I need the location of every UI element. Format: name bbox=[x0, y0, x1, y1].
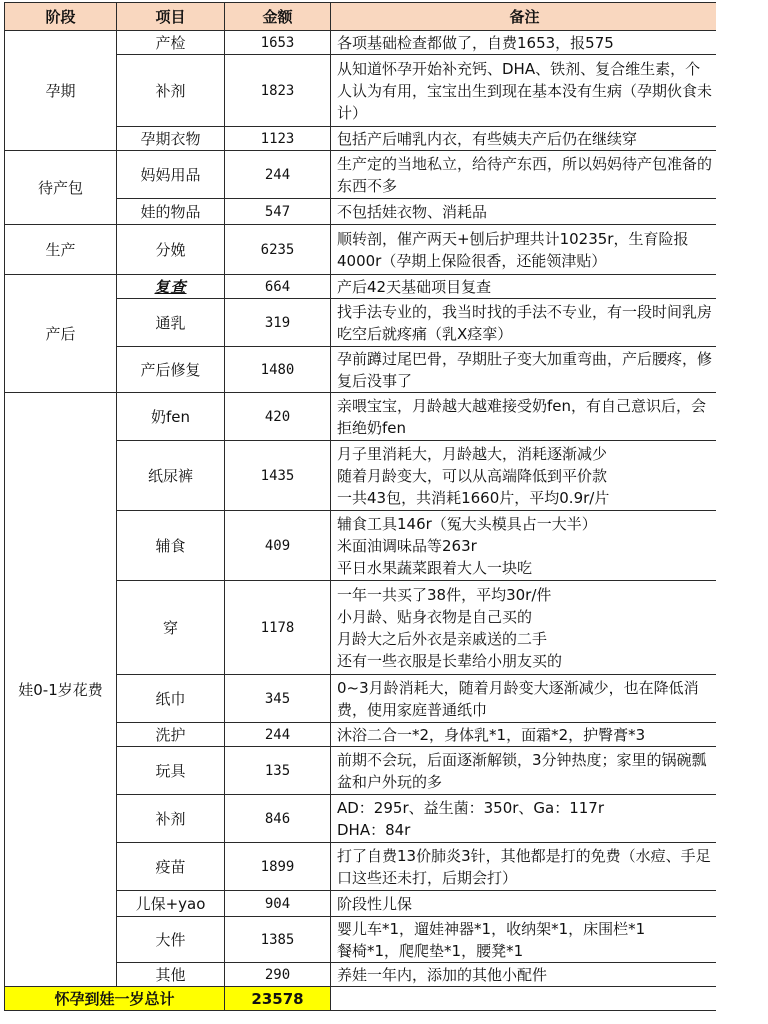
amount-cell[interactable]: 1653 bbox=[225, 31, 331, 55]
note-line: 不包括娃衣物、消耗品 bbox=[337, 202, 488, 221]
amount-cell[interactable]: 1178 bbox=[225, 581, 331, 675]
note-line: 米面油调味品等263r bbox=[337, 536, 477, 555]
note-line: 婴儿车*1，遛娃神器*1，收纳架*1，床围栏*1 bbox=[337, 919, 646, 938]
note-line: 各项基础检查都做了，自费1653，报575 bbox=[337, 33, 614, 52]
stage-cell-pre-delivery[interactable]: 待产包 bbox=[5, 151, 117, 225]
amount-cell[interactable]: 1823 bbox=[225, 55, 331, 127]
stage-cell-pregnancy[interactable]: 孕期 bbox=[5, 31, 117, 151]
item-cell[interactable]: 奶fen bbox=[117, 393, 225, 441]
table-row bbox=[5, 151, 719, 199]
item-cell[interactable]: 玩具 bbox=[117, 747, 225, 795]
amount-cell[interactable]: 1385 bbox=[225, 917, 331, 963]
amount-cell[interactable]: 904 bbox=[225, 891, 331, 917]
note-line: DHA：84r bbox=[337, 820, 411, 839]
note-line: 阶段性儿保 bbox=[337, 894, 413, 913]
table-row bbox=[5, 275, 719, 299]
note-cell[interactable] bbox=[331, 891, 719, 917]
note-cell[interactable] bbox=[331, 747, 719, 795]
item-cell[interactable]: 儿保+yao bbox=[117, 891, 225, 917]
item-cell[interactable]: 补剂 bbox=[117, 55, 225, 127]
note-cell[interactable] bbox=[331, 127, 719, 151]
note-line: 餐椅*1，爬爬垫*1，腰凳*1 bbox=[337, 941, 524, 960]
note-line: 从知道怀孕开始补充钙、DHA、铁剂、复合维生素，个人认为有用，宝宝出生到现在基本没有生病（孕期伙食未计） bbox=[337, 59, 713, 122]
note-cell[interactable] bbox=[331, 55, 719, 127]
note-line: AD：295r、益生菌：350r、Ga：117r bbox=[337, 798, 605, 817]
note-line: 养娃一年内，添加的其他小配件 bbox=[337, 965, 548, 984]
item-cell[interactable]: 大件 bbox=[117, 917, 225, 963]
amount-cell[interactable]: 846 bbox=[225, 795, 331, 843]
note-cell[interactable] bbox=[331, 917, 719, 963]
header-row bbox=[5, 3, 719, 31]
item-cell[interactable]: 穿 bbox=[117, 581, 225, 675]
note-line: 一共43包，共消耗1660片，平均0.9r/片 bbox=[337, 488, 610, 507]
amount-cell[interactable]: 1480 bbox=[225, 347, 331, 393]
header-stage[interactable]: 阶段 bbox=[5, 3, 117, 31]
note-line: 平日水果蔬菜跟着大人一块吃 bbox=[337, 558, 533, 577]
amount-cell[interactable]: 1899 bbox=[225, 843, 331, 891]
item-cell[interactable]: 纸巾 bbox=[117, 675, 225, 723]
note-cell[interactable] bbox=[331, 393, 719, 441]
amount-cell[interactable]: 6235 bbox=[225, 225, 331, 275]
note-line: 前期不会玩，后面逐渐解锁，3分钟热度；家里的锅碗瓢盆和户外玩的多 bbox=[337, 750, 707, 791]
note-line: 月龄大之后外衣是亲戚送的二手 bbox=[337, 629, 548, 648]
item-cell[interactable]: 其他 bbox=[117, 963, 225, 987]
amount-cell[interactable]: 244 bbox=[225, 723, 331, 747]
item-cell[interactable]: 纸尿裤 bbox=[117, 441, 225, 511]
note-cell[interactable] bbox=[331, 31, 719, 55]
amount-cell[interactable]: 1123 bbox=[225, 127, 331, 151]
item-cell[interactable] bbox=[117, 275, 225, 299]
note-cell[interactable] bbox=[331, 275, 719, 299]
item-cell[interactable]: 分娩 bbox=[117, 225, 225, 275]
note-cell[interactable] bbox=[331, 795, 719, 843]
note-line: 打了自费13价肺炎3针，其他都是打的免费（水痘、手足口这些还未打，后期会打） bbox=[337, 846, 711, 887]
item-cell[interactable]: 产检 bbox=[117, 31, 225, 55]
note-line: 辅食工具146r（冤大头模具占一大半） bbox=[337, 514, 597, 533]
amount-cell[interactable]: 1435 bbox=[225, 441, 331, 511]
note-line: 包括产后哺乳内衣，有些姨夫产后仍在继续穿 bbox=[337, 129, 638, 148]
total-blank-cell[interactable] bbox=[331, 987, 719, 1011]
amount-cell[interactable]: 409 bbox=[225, 511, 331, 581]
table-row bbox=[5, 393, 719, 441]
amount-cell[interactable]: 345 bbox=[225, 675, 331, 723]
note-line: 小月龄、贴身衣物是自己买的 bbox=[337, 607, 533, 626]
stage-cell-delivery[interactable]: 生产 bbox=[5, 225, 117, 275]
item-label-stylized: 复查 bbox=[154, 277, 187, 296]
header-note[interactable]: 备注 bbox=[331, 3, 719, 31]
expense-table bbox=[4, 2, 719, 1011]
amount-cell[interactable]: 135 bbox=[225, 747, 331, 795]
note-line: 0~3月龄消耗大，随着月龄变大逐渐减少，也在降低消费，使用家庭普通纸巾 bbox=[337, 678, 699, 719]
note-cell[interactable] bbox=[331, 441, 719, 511]
note-line: 产后42天基础项目复查 bbox=[337, 277, 492, 296]
table-row bbox=[5, 225, 719, 275]
item-cell[interactable]: 孕期衣物 bbox=[117, 127, 225, 151]
amount-cell[interactable]: 664 bbox=[225, 275, 331, 299]
amount-cell[interactable]: 547 bbox=[225, 199, 331, 225]
total-row bbox=[5, 987, 719, 1011]
note-cell[interactable] bbox=[331, 347, 719, 393]
note-line: 沐浴二合一*2，身体乳*1，面霜*2，护臀膏*3 bbox=[337, 725, 646, 744]
stage-cell-baby[interactable]: 娃0-1岁花费 bbox=[5, 393, 117, 987]
note-cell[interactable] bbox=[331, 581, 719, 675]
note-cell[interactable] bbox=[331, 299, 719, 347]
table-row bbox=[5, 31, 719, 55]
item-cell[interactable]: 疫苗 bbox=[117, 843, 225, 891]
item-cell[interactable]: 辅食 bbox=[117, 511, 225, 581]
note-line: 亲喂宝宝，月龄越大越难接受奶fen，有自己意识后，会拒绝奶fen bbox=[337, 396, 707, 437]
amount-cell[interactable]: 420 bbox=[225, 393, 331, 441]
item-cell[interactable]: 产后修复 bbox=[117, 347, 225, 393]
header-item[interactable]: 项目 bbox=[117, 3, 225, 31]
note-line: 孕前蹲过尾巴骨，孕期肚子变大加重弯曲，产后腰疼，修复后没事了 bbox=[337, 349, 713, 390]
note-cell[interactable] bbox=[331, 675, 719, 723]
note-line: 生产定的当地私立，给待产东西，所以妈妈待产包准备的东西不多 bbox=[337, 154, 713, 195]
note-cell[interactable] bbox=[331, 225, 719, 275]
sheet-margin bbox=[716, 0, 768, 1024]
item-cell[interactable]: 补剂 bbox=[117, 795, 225, 843]
note-cell[interactable] bbox=[331, 511, 719, 581]
note-line: 随着月龄变大，可以从高端降低到平价款 bbox=[337, 466, 608, 485]
note-line: 还有一些衣服是长辈给小朋友买的 bbox=[337, 651, 563, 670]
note-line: 一年一共买了38件，平均30r/件 bbox=[337, 585, 552, 604]
note-line: 月子里消耗大，月龄越大，消耗逐渐减少 bbox=[337, 444, 608, 463]
header-amount[interactable]: 金额 bbox=[225, 3, 331, 31]
item-cell[interactable]: 洗护 bbox=[117, 723, 225, 747]
amount-cell[interactable]: 244 bbox=[225, 151, 331, 199]
total-label[interactable]: 怀孕到娃一岁总计 bbox=[5, 987, 225, 1011]
item-cell[interactable]: 妈妈用品 bbox=[117, 151, 225, 199]
expense-sheet bbox=[4, 2, 719, 1011]
item-cell[interactable]: 通乳 bbox=[117, 299, 225, 347]
note-cell[interactable] bbox=[331, 199, 719, 225]
total-amount[interactable]: 23578 bbox=[225, 987, 331, 1011]
stage-cell-postpartum[interactable]: 产后 bbox=[5, 275, 117, 393]
amount-cell[interactable]: 319 bbox=[225, 299, 331, 347]
note-line: 顺转剖，催产两天+刨后护理共计10235r，生育险报4000r（孕期上保险很香，还能领津贴） bbox=[337, 229, 689, 270]
note-cell[interactable] bbox=[331, 151, 719, 199]
note-cell[interactable] bbox=[331, 843, 719, 891]
note-cell[interactable] bbox=[331, 963, 719, 987]
note-cell[interactable] bbox=[331, 723, 719, 747]
item-cell[interactable]: 娃的物品 bbox=[117, 199, 225, 225]
amount-cell[interactable]: 290 bbox=[225, 963, 331, 987]
note-line: 找手法专业的，我当时找的手法不专业，有一段时间乳房吃空后就疼痛（乳X痉挛） bbox=[337, 302, 713, 343]
